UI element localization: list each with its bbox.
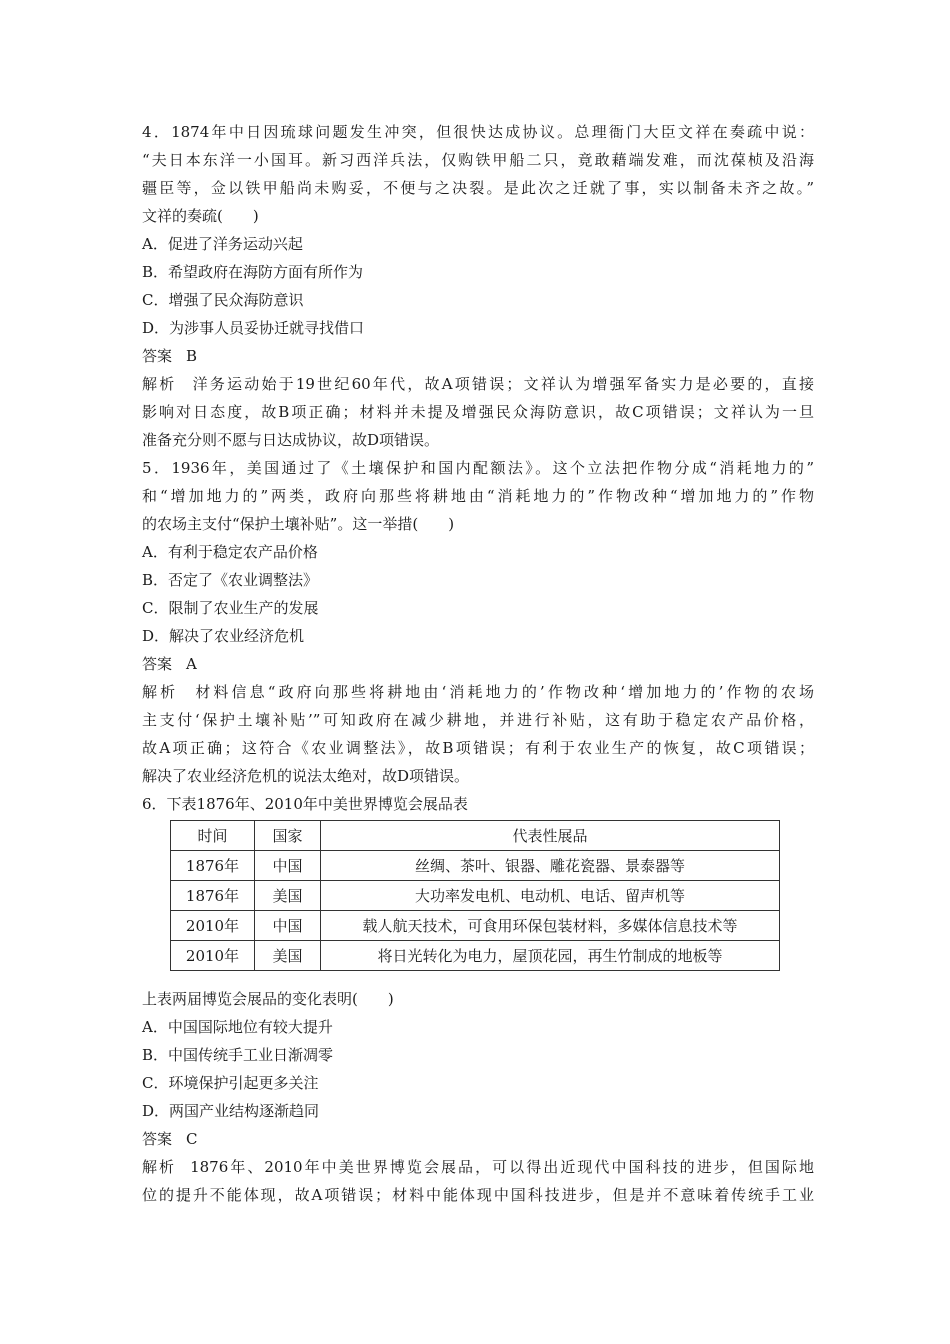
cell-time: 1876年 (171, 851, 255, 881)
answer-label: 答案 (142, 655, 173, 673)
q4-analysis (142, 370, 814, 398)
q5-stem-line: 的农场主支付“保护土壤补贴”。这一举措( ) (142, 515, 455, 533)
header-time: 时间 (171, 821, 255, 851)
answer-value: C (186, 1130, 198, 1148)
q6-analysis (142, 1153, 814, 1181)
q4-answer (142, 342, 814, 370)
q5-option-c: C．限制了农业生产的发展 (142, 599, 319, 617)
cell-exhibits: 丝绸、茶叶、银器、雕花瓷器、景泰器等 (321, 851, 780, 881)
q4-option-a: A．促进了洋务运动兴起 (142, 235, 303, 253)
cell-country: 中国 (255, 911, 321, 941)
q5-option-d: D．解决了农业经济危机 (142, 627, 305, 645)
q4-analysis-line: 影响对日态度，故B项正确；材料并未提及增强民众海防意识，故C项错误；文祥认为一旦 (142, 403, 814, 421)
q6-stem: 上表两届博览会展品的变化表明( ) (142, 990, 394, 1008)
cell-country: 美国 (255, 881, 321, 911)
analysis-text: 材料信息“政府向那些将耕地由‘消耗地力的’作物改种‘增加地力的’作物的农场 (192, 683, 814, 701)
cell-exhibits: 载人航天技术，可食用环保包装材料，多媒体信息技术等 (321, 911, 780, 941)
q5-analysis-line: 故A项正确；这符合《农业调整法》，故B项错误；有利于农业生产的恢复，故C项错误； (142, 739, 814, 757)
answer-value: A (186, 655, 197, 673)
q5-stem-line: 5．1936年，美国通过了《土壤保护和国内配额法》。这个立法把作物分成“消耗地力的” (142, 459, 814, 477)
question-6 (142, 790, 814, 1209)
q4-option-b: B．希望政府在海防方面有所作为 (142, 263, 364, 281)
q6-option-c: C．环境保护引起更多关注 (142, 1074, 319, 1092)
table-row (171, 911, 780, 941)
q5-analysis-line: 主支付‘保护土壤补贴’”可知政府在减少耕地，并进行补贴，这有助于稳定农产品价格， (142, 711, 814, 729)
analysis-label: 解析 (142, 683, 179, 701)
answer-label: 答案 (142, 1130, 173, 1148)
cell-country: 美国 (255, 941, 321, 971)
analysis-text: 洋务运动始于19世纪60年代，故A项错误；文祥认为增强军备实力是必要的，直接 (190, 375, 814, 393)
cell-country: 中国 (255, 851, 321, 881)
analysis-text: 1876年、2010年中美世界博览会展品，可以得出近现代中国科技的进步，但国际地 (190, 1158, 814, 1176)
q6-answer (142, 1125, 814, 1153)
expo-exhibits-table (170, 820, 780, 971)
answer-label: 答案 (142, 347, 173, 365)
cell-time: 2010年 (171, 941, 255, 971)
cell-time: 1876年 (171, 881, 255, 911)
table-row (171, 881, 780, 911)
q6-option-d: D．两国产业结构逐渐趋同 (142, 1102, 320, 1120)
q5-option-b: B．否定了《农业调整法》 (142, 571, 319, 589)
q5-analysis (142, 678, 814, 706)
cell-time: 2010年 (171, 911, 255, 941)
table-row (171, 941, 780, 971)
q4-stem-line: 文祥的奏疏( ) (142, 207, 259, 225)
header-country: 国家 (255, 821, 321, 851)
analysis-label: 解析 (142, 1158, 177, 1176)
q6-analysis-line: 位的提升不能体现，故A项错误；材料中能体现中国科技进步，但是并不意味着传统手工业 (142, 1186, 814, 1204)
q4-stem-line: “夫日本东洋一小国耳。新习西洋兵法，仅购铁甲船二只，竟敢藉端发难，而沈葆桢及沿海 (142, 151, 814, 169)
q5-analysis-line: 解决了农业经济危机的说法太绝对，故D项错误。 (142, 767, 470, 785)
answer-value: B (186, 347, 198, 365)
q6-intro: 6．下表1876年、2010年中美世界博览会展品表 (142, 795, 468, 813)
analysis-label: 解析 (142, 375, 177, 393)
q4-option-d: D．为涉事人员妥协迁就寻找借口 (142, 319, 365, 337)
header-exhibits: 代表性展品 (321, 821, 780, 851)
cell-exhibits: 将日光转化为电力，屋顶花园，再生竹制成的地板等 (321, 941, 780, 971)
q5-stem-line: 和“增加地力的”两类，政府向那些将耕地由“消耗地力的”作物改种“增加地力的”作物 (142, 487, 814, 505)
q4-stem-line: 4．1874年中日因琉球问题发生冲突，但很快达成协议。总理衙门大臣文祥在奏疏中说： (142, 123, 814, 141)
document-page (142, 118, 814, 1209)
question-5 (142, 454, 814, 790)
question-4 (142, 118, 814, 454)
q6-option-a: A．中国国际地位有较大提升 (142, 1018, 333, 1036)
q5-answer (142, 650, 814, 678)
q4-stem-line: 疆臣等，佥以铁甲船尚未购妥，不便与之决裂。是此次之迁就了事，实以制备未齐之故。” (142, 179, 814, 197)
table-header-row (171, 821, 780, 851)
table-row (171, 851, 780, 881)
q4-analysis-line: 准备充分则不愿与日达成协议，故D项错误。 (142, 431, 440, 449)
q4-option-c: C．增强了民众海防意识 (142, 291, 304, 309)
q6-option-b: B．中国传统手工业日渐凋零 (142, 1046, 334, 1064)
q5-option-a: A．有利于稳定农产品价格 (142, 543, 318, 561)
cell-exhibits: 大功率发电机、电动机、电话、留声机等 (321, 881, 780, 911)
